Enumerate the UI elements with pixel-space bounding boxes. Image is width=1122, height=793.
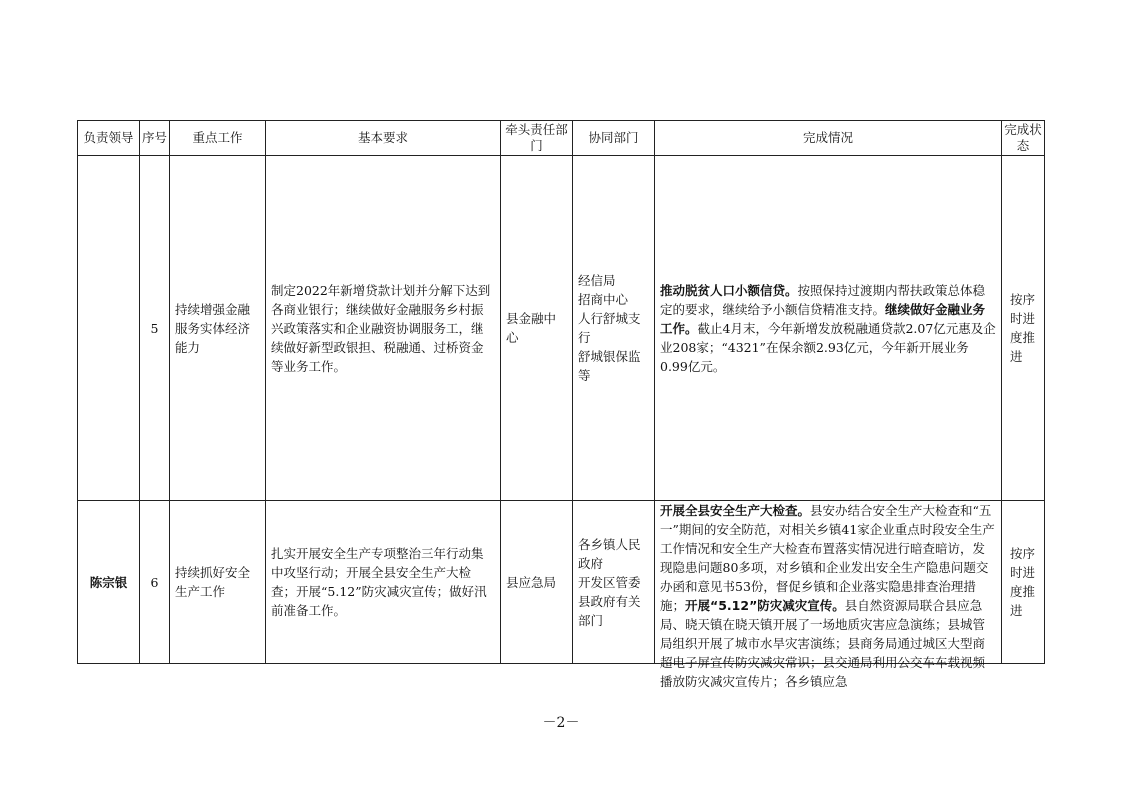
header-lead-dept: 牵头责任部门 (501, 121, 573, 156)
progress-text: 县安办结合安全生产大检查和“五一”期间的安全防范，对相关乡镇41家企业重点时段安全生产工作情况和安全生产大检查布置落实情况进行暗查暗访，发现隐患问题80多项，对乡镇和企业发出安全生产隐患问题交办函和意见书53份，督促乡镇和企业落实隐患排查治理措施； (660, 503, 995, 613)
coop-dept-item: 县政府有关部门 (578, 593, 641, 628)
lead-dept-cell: 县应急局 (501, 501, 573, 664)
leader-cell (78, 156, 140, 501)
coop-dept-item: 人行舒城支行 (578, 311, 641, 345)
progress-heading: 推动脱贫人口小额信贷。 (660, 282, 798, 298)
progress-text: 按照保持过渡期内帮扶政策总体稳定的要求，继续给予小额信贷精准支持。 (660, 282, 986, 317)
requirement-cell: 扎实开展安全生产专项整治三年行动集中攻坚行动；开展全县安全生产大检查；开展“5.12”防灾减灾宣传；做好汛前准备工作。 (266, 501, 501, 664)
status-cell: 按序时进度推进 (1002, 501, 1045, 664)
task-cell: 持续增强金融服务实体经济能力 (170, 156, 266, 501)
table-header-row (78, 121, 1045, 156)
coop-dept-item: 招商中心 (578, 292, 629, 307)
progress-cell (655, 156, 1002, 501)
header-status: 完成状态 (1002, 121, 1045, 156)
requirement-cell: 制定2022年新增贷款计划并分解下达到各商业银行；继续做好金融服务乡村振兴政策落实和企业融资协调服务工，继续做好新型政银担、税融通、过桥资金等业务工作。 (266, 156, 501, 501)
coop-dept-item: 各乡镇人民政府 (578, 536, 641, 571)
table-row (78, 501, 1045, 664)
header-requirement: 基本要求 (266, 121, 501, 156)
coop-dept-cell (573, 501, 655, 664)
task-cell: 持续抓好安全生产工作 (170, 501, 266, 664)
table-row (78, 156, 1045, 501)
header-seq: 序号 (140, 121, 170, 156)
progress-text: 截止4月末，今年新增发放税融通贷款2.07亿元惠及企业208家；“4321”在保余额2.93亿元，今年新开展业务0.99亿元。 (660, 320, 996, 374)
progress-cell (655, 501, 1002, 689)
header-coop-dept: 协同部门 (573, 121, 655, 156)
coop-dept-cell (573, 156, 655, 501)
coop-dept-item: 经信局 (578, 273, 616, 288)
progress-heading: 开展全县安全生产大检查。 (660, 503, 811, 518)
progress-heading: 继续做好金融业务工作。 (660, 301, 986, 336)
page-number: －2－ (542, 715, 580, 731)
progress-text: 县自然资源局联合县应急局、晓天镇在晓天镇开展了一场地质灾害应急演练；县城管局组织开展了城市水旱灾害演练；县商务局通过城区大型商超电子屏宣传防灾减灾常识；县交通局利用公交车车载视频播放防灾减灾宣传片；各乡镇应急 (660, 598, 986, 689)
header-task: 重点工作 (170, 121, 266, 156)
progress-heading: 开展“5.12”防灾减灾宣传。 (685, 598, 845, 613)
header-leader: 负责领导 (78, 121, 140, 156)
coop-dept-item: 舒城银保监等 (578, 349, 641, 383)
work-progress-table (77, 120, 1045, 689)
header-progress: 完成情况 (655, 121, 1002, 156)
lead-dept-cell: 县金融中心 (501, 156, 573, 501)
seq-cell: 5 (140, 156, 170, 501)
coop-dept-item: 开发区管委 (578, 574, 641, 590)
status-cell: 按序时进度推进 (1002, 156, 1045, 501)
leader-cell: 陈宗银 (78, 501, 140, 664)
seq-cell: 6 (140, 501, 170, 664)
